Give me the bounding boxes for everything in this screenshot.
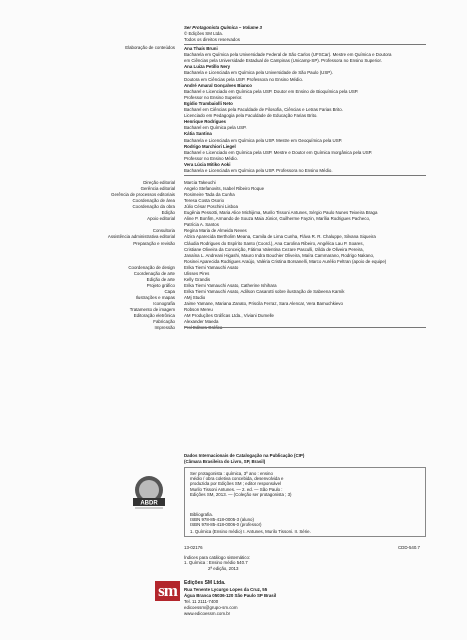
content-label: Elaboração de conteúdos — [125, 45, 175, 50]
credit-value: Aline P. Bonfim, Armando de Souza Maia Júnior, Guilherme Fayzin, Marília Rodrigues Pacheco, — [184, 216, 371, 222]
author-bio-line: Bacharel em Química pela USP. — [184, 125, 247, 131]
credit-label: Assistência administrativa editorial — [107, 234, 175, 240]
credit-label: Edição de arte — [146, 276, 175, 282]
author-bio-line: Professor no Ensino Superior. — [184, 94, 243, 100]
credit-label: Iconografia — [153, 301, 175, 306]
abdr-seal-icon — [125, 472, 173, 514]
cip-cdd: CDD-540.7 — [398, 545, 420, 550]
credit-value: Rosinei Aparecida Rodrigues Araújo, Valéria Cristina Borsanelli, Marco Aurélio Feltran (apoio de equipe) — [184, 258, 387, 264]
publisher-email[interactable]: edicoessm@grupo-sm.com — [184, 605, 238, 610]
author-name: Vera Lúcia Mitiko Aoki — [184, 161, 231, 167]
credit-value: Marcia Takeuchi — [184, 180, 216, 185]
credit-value: Cláudia Rodrigues do Espírito Santo (Coord.), Ana Carolina Ribeiro, Angélica Lau P. Soares, — [184, 240, 364, 246]
credit-value: Cristiane Oliveira da Conceição, Fátima Valentina Cezare Pasculli, Izilda de Oliveira Pereira, — [184, 246, 364, 252]
credit-value: Kelly Grandis — [184, 276, 211, 282]
credit-value: Eugênia Pessotti, Maria Alice Michijima, Murilo Tissoni Antunes, Sérgio Paulo Nunes Teixeira Braga — [184, 210, 378, 216]
copyright-line: © Edições SM Ltda. — [184, 31, 223, 36]
author-bio-line: Doutora em Ciências pela USP. Professora no Ensino Médio. — [184, 76, 304, 82]
credit-value: Patrícia A. Santos — [184, 222, 219, 228]
author-name: Ana Luiza Petillo Nery — [184, 64, 231, 70]
credit-label: Preparação e revisão — [133, 240, 175, 246]
cip-line: Ser protagonista : química, 3º ano : ensino — [190, 471, 273, 476]
credit-label: Coordenação de área — [132, 198, 175, 204]
credit-label: Gerência de processos editoriais — [111, 192, 175, 198]
author-bio-line: em Ciências pela Universidade Estadual de Campinas (Unicamp-SP). Professora no Ensino Superior. — [184, 58, 382, 64]
credit-label: Projeto gráfico — [146, 282, 175, 288]
cip-number: 13-02176 — [184, 545, 203, 550]
cip-heading: Dados Internacionais de Catalogação na Publicação (CIP) — [184, 453, 305, 458]
cip-biblio-0: Bibliografia. — [190, 512, 213, 517]
credit-label: Edição — [161, 210, 175, 216]
author-name: Henrique Rodrigues — [184, 119, 226, 125]
cip-biblio-2: ISBN 978-85-418-0006-0 (professor) — [190, 522, 262, 527]
credit-value: Prol Editora Gráfica — [184, 325, 223, 331]
author-bio-line: Bacharel e Licenciado em Química pela USP. Mestre e Doutor em Química Inorgânica pela USP. — [184, 149, 373, 155]
edition-line: 2ª edição, 2013 — [208, 566, 239, 571]
author-bio-line: Bacharela e Licenciada em Química pela USP. Professora no Ensino Médio. — [184, 168, 333, 173]
credit-value: AM Produções Gráficas Ltda., Viviani Dumelle — [184, 313, 274, 319]
credit-value: Angelo Stefanovits, Isabel Ribeiro Roque — [184, 186, 265, 192]
author-bio-line: Bacharela em Química pela Universidade Federal de São Carlos (UFSCar). Mestre em Química e Doutora — [184, 52, 392, 58]
credit-value: Júlio César Poschini Lisboa — [184, 204, 238, 210]
mid-divider — [184, 175, 426, 176]
cip-line: Edições SM, 2013. — (Coleção ser protagonista ; 3) — [190, 491, 292, 497]
credit-label: Impressão — [154, 325, 175, 331]
credit-value: Janaína L. Andreani Higashi, Mauro Indra Bouchier Oliveira, Maíra Cammarano, Rodrigo Nakano, — [184, 252, 375, 258]
credit-label: Direção editorial — [143, 180, 175, 185]
credit-value: Rosimeire Tada da Cunha — [184, 192, 235, 198]
credit-value: AMj Studio — [184, 294, 206, 300]
seal-text: ABDR — [140, 500, 158, 507]
credit-value: Jaime Yamane, Mariana Zanato, Priscila Ferraz, Sara Alencar, Vera Bamuchkievo — [184, 301, 343, 306]
credit-label: Capa — [164, 288, 175, 294]
credit-value: Teresa Costa Osorio — [184, 198, 225, 204]
author-bio-line: Bacharela e Licenciada em Química pela Universidade de São Paulo (USP). — [184, 70, 333, 76]
credit-label: Fabricação — [153, 319, 175, 325]
credit-label: Gerência editorial — [140, 186, 175, 192]
author-bio-line: Professor no Ensino Médio. — [184, 155, 238, 161]
credit-label: Editoração eletrônica — [133, 313, 175, 319]
credit-value: Robson Mereu — [184, 307, 213, 313]
cip-subheading: (Câmara Brasileira do Livro, SP, Brasil) — [184, 459, 266, 464]
author-name: Ana Thaís Bruni — [184, 46, 218, 51]
author-name: Rodrigo Marchiori Liegel — [184, 143, 236, 149]
publisher-address1: Rua Tenente Lycurgo Lopes da Cruz, 55 — [184, 587, 268, 592]
credit-value: Erika Tiemi Yamauchi Asato, Adilson Casarotti sobre ilustração de Sabeena Karnik — [184, 288, 345, 294]
credit-value: Alexander Maeda — [184, 319, 219, 325]
author-name: Kátia Santina — [184, 131, 212, 137]
author-bio-line: Bacharel e Licenciado em Química pela USP. Doutor em Ensino de Bioquímica pela USP. — [184, 88, 359, 94]
publisher-site[interactable]: www.edicoessm.com.br — [184, 611, 231, 616]
cip-subject: 1. Química (Ensino médio) I. Antunes, Murilo Tissoni. II. Série. — [190, 529, 311, 534]
top-divider — [184, 44, 426, 45]
credit-label: Tratamento de imagem — [129, 307, 175, 313]
credit-label: Coordenação de design — [128, 264, 175, 270]
credit-value: Erika Tiemi Yamauchi Asato — [184, 264, 239, 270]
publisher-phone: Tel. 11 2111-7400 — [184, 599, 219, 604]
credit-label: Consultoria — [152, 228, 175, 234]
publisher-address2: Água Branca 05036-120 São Paulo SP Brasil — [184, 593, 277, 598]
credit-value: Regina Maria de Almeida Neves — [184, 228, 247, 234]
author-name: André Amaral Gonçalves Bianco — [184, 82, 252, 88]
cip-line: produzida por Edições SM ; editor responsável — [190, 481, 282, 487]
publisher-name: Edições SM Ltda. — [184, 580, 226, 586]
author-bio-line: Bacharela e Licenciada em Química pela USP. Mestre em Geoquímica pela USP. — [184, 137, 343, 143]
sm-logo: sm — [155, 581, 180, 601]
lower-divider — [184, 327, 426, 328]
credit-label: Apoio editorial — [147, 216, 175, 222]
cip-line: Murilo Tissoni Antunes. — 2. ed. — São Paulo : — [190, 486, 283, 492]
cip-biblio-1: ISBN 978-85-418-0005-3 (aluno) — [190, 517, 254, 522]
rights-line: Todos os direitos reservados — [184, 37, 240, 42]
author-name: Egídio Trambaiolli Neto — [184, 100, 233, 106]
cip-line: médio / obra coletiva concebida, desenvolvida e — [190, 476, 284, 482]
credit-label: Coordenação da obra — [132, 204, 175, 210]
index-heading: Índices para catálogo sistemático: — [184, 555, 251, 560]
author-bio-line: Licenciado em Pedagogia pela Faculdade de Educação Farias Brito. — [184, 113, 318, 119]
credit-value: Alzira Aparecida Bertholim Meana, Camila de Lima Cunha, Fláva R. R. Chaluppe, Silvana Siqueira — [184, 234, 376, 240]
credit-label: Ilustrações e mapas — [135, 294, 175, 300]
index-entry: 1. Química : Ensino médio 540.7 — [184, 560, 248, 565]
book-title: Ser Protagonista Química – Volume 3 — [184, 25, 262, 30]
credit-value: Ulisses Pires — [184, 270, 210, 276]
credit-label: Coordenação de arte — [133, 270, 175, 276]
author-bio-line: Bacharel em Ciências pela Faculdade de Filosofia, Ciências e Letras Farias Brito. — [184, 107, 343, 112]
credit-value: Erika Tiemi Yamauchi Asato, Catherine Ishihara — [184, 282, 277, 288]
